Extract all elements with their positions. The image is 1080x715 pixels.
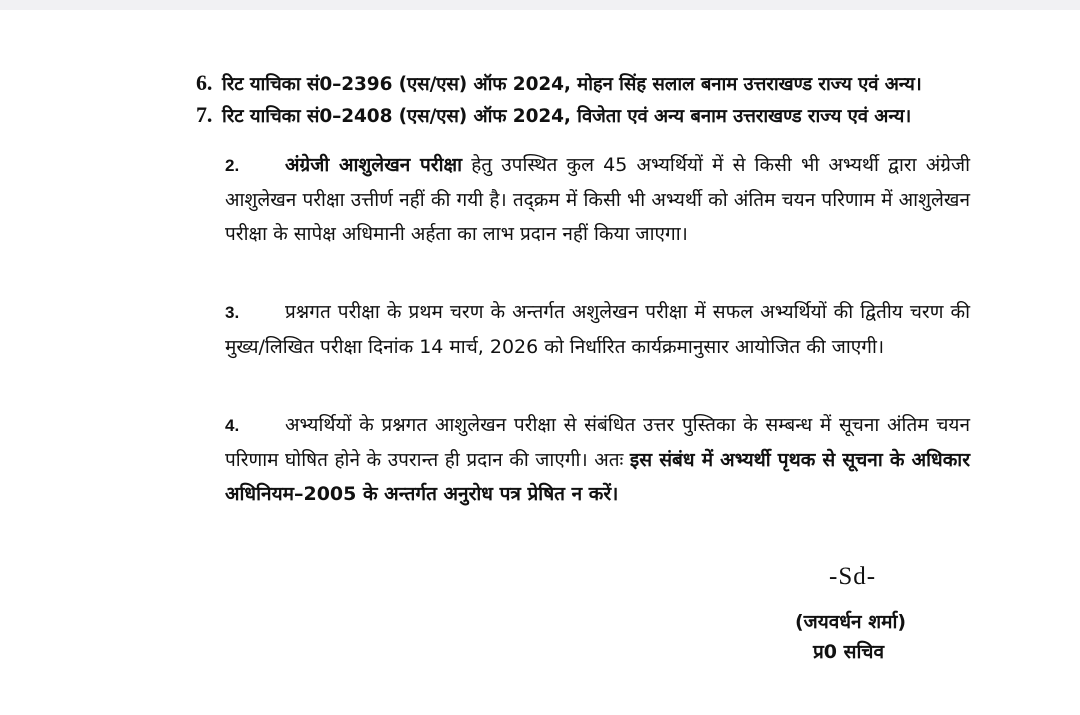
petition-text: रिट याचिका सं0–2396 (एस/एस) ऑफ 2024, मोहन सिंह सलाल बनाम उत्तराखण्ड राज्य एवं अन्य।	[222, 74, 922, 95]
paragraph-number: 4.	[225, 416, 240, 435]
paragraph-number: 2.	[225, 156, 240, 175]
petition-item-7	[196, 102, 911, 128]
petition-item-6	[196, 70, 922, 96]
paragraph-2	[225, 148, 970, 251]
petition-number: 7.	[196, 102, 213, 127]
paragraph-bold-tail: इस संबंध में अभ्यर्थी पृथक से सूचना के अधिकार अधिनियम–2005 के अन्तर्गत अनुरोध पत्र प्रेषित न करें।	[225, 449, 970, 505]
signature-sd: -Sd-	[829, 563, 877, 590]
paragraph-number: 3.	[225, 303, 240, 322]
signatory-designation: प्र0 सचिव	[813, 641, 885, 663]
paragraph-bold-lead: अंग्रेजी आशुलेखन परीक्षा	[285, 154, 463, 176]
signatory-name: (जयवर्धन शर्मा)	[795, 611, 907, 633]
paragraph-text: प्रश्नगत परीक्षा के प्रथम चरण के अन्तर्गत अशुलेखन परीक्षा में सफल अभ्यर्थियों की द्वितीय चरण की मुख्य/लिखित परीक्षा दिनांक 14 मार्च, 2026 को निर्धारित कार्यक्रमानुसार आयोजित की जाएगी।	[225, 301, 970, 358]
top-strip	[0, 0, 1080, 10]
petition-number: 6.	[196, 70, 213, 95]
paragraph-text: अभ्यर्थियों के प्रश्नगत आशुलेखन परीक्षा से संबंधित उत्तर पुस्तिका के सम्बन्ध में सूचना अंतिम चयन परिणाम घोषित होने के उपरान्त ही प्रदान की जाएगी। अतः	[225, 414, 970, 471]
paragraph-3	[225, 295, 970, 364]
paragraph-4	[225, 408, 970, 511]
paragraph-text: हेतु उपस्थित कुल 45 अभ्यर्थियों में से किसी भी अभ्यर्थी द्वारा अंग्रेजी आशुलेखन परीक्षा उत्तीर्ण नहीं की गयी है। तद्क्रम में किसी भी अभ्यर्थी को अंतिम चयन परिणाम में आशुलेखन परीक्षा के सापेक्ष अधिमानी अर्हता का लाभ प्रदान नहीं किया जाएगा।	[225, 154, 970, 245]
petition-text: रिट याचिका सं0–2408 (एस/एस) ऑफ 2024, विजेता एवं अन्य बनाम उत्तराखण्ड राज्य एवं अन्य।	[222, 106, 912, 127]
